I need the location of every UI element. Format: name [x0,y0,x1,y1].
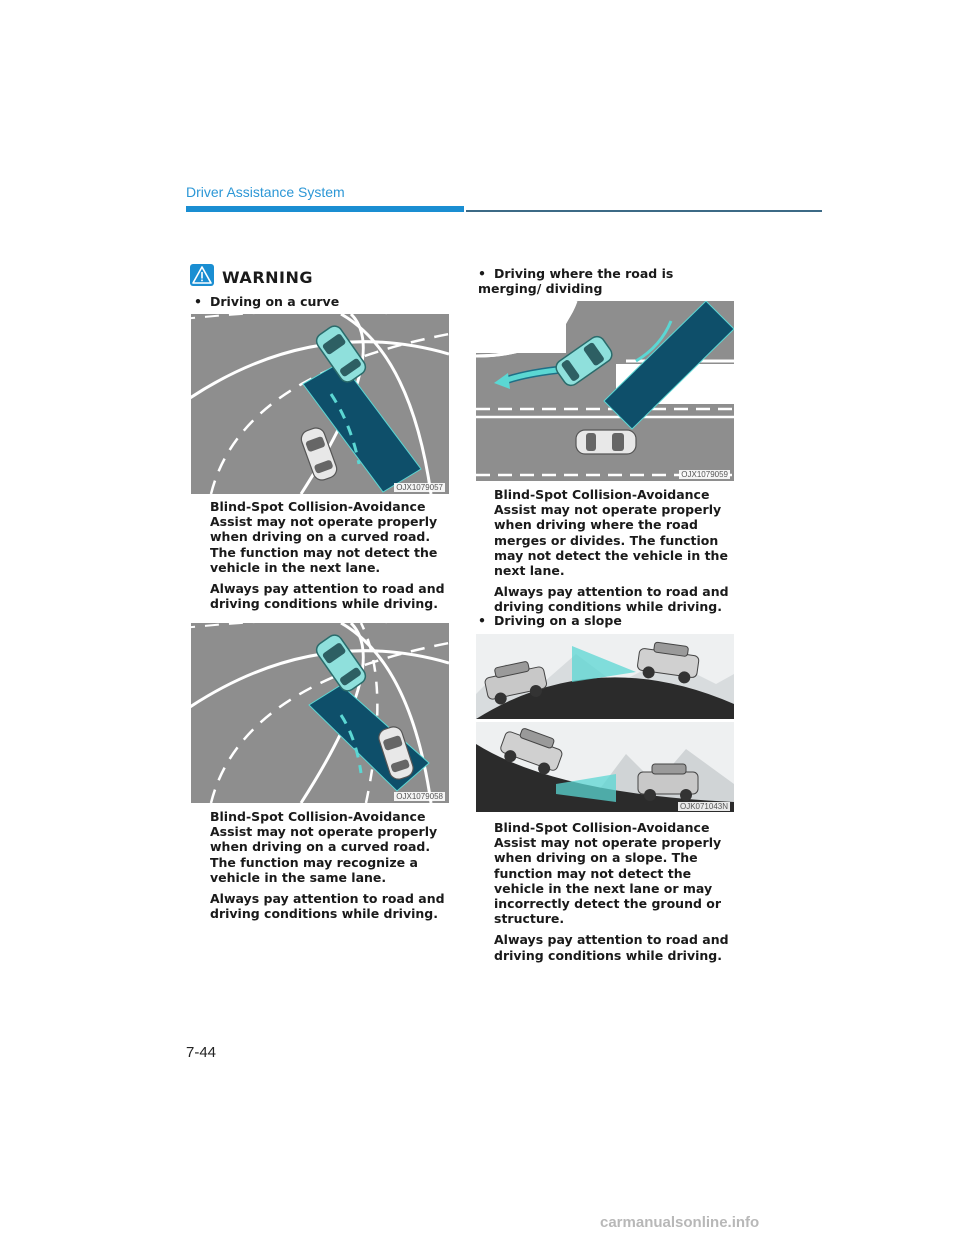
figure-curve-1 [191,314,449,494]
figure-code: OJK071043N [679,802,728,811]
figure-code: OJX1079058 [396,792,443,801]
header-rule-accent [186,206,464,212]
section-title: Driver Assistance System [186,184,345,200]
bullet-curve: • Driving on a curve [194,294,340,309]
figure-slope [476,634,734,812]
page-number: 7-44 [186,1044,217,1061]
text-curve-1: Blind-Spot Collision-Avoidance Assist may not operate properly when driving on a curved road. The function may not detect the vehicle in the next lane. Always pay attention to road and driving conditions while driving. [210,499,445,612]
warning-icon [190,264,214,290]
figure-merging [476,301,734,481]
figure-curve-2 [191,623,449,803]
figure-code: OJX1079057 [396,483,443,492]
text-slope: Blind-Spot Collision-Avoidance Assist may not operate properly when driving on a slope. The function may not detect the vehicle in the next lane or may incorrectly detect the ground or structure. Always pay attention to road and driving conditions while driving. [494,820,729,963]
warning-heading [190,264,313,290]
bullet-slope: • Driving on a slope [478,613,622,628]
bullet-merging: • Driving where the road is merging/ dividing [478,266,674,296]
watermark: carmanualsonline.info [600,1214,760,1231]
text-curve-2: Blind-Spot Collision-Avoidance Assist may not operate properly when driving on a curved road. The function may recognize a vehicle in the same lane. Always pay attention to road and driving conditions while driving. [210,809,445,922]
header-rule [466,210,822,212]
warning-label: WARNING [222,267,313,287]
text-merging: Blind-Spot Collision-Avoidance Assist may not operate properly when driving where the road merges or divides. The function may not detect the vehicle in the next lane. Always pay attention to road and driving conditions while driving. [494,487,729,615]
figure-code: OJX1079059 [681,470,728,479]
